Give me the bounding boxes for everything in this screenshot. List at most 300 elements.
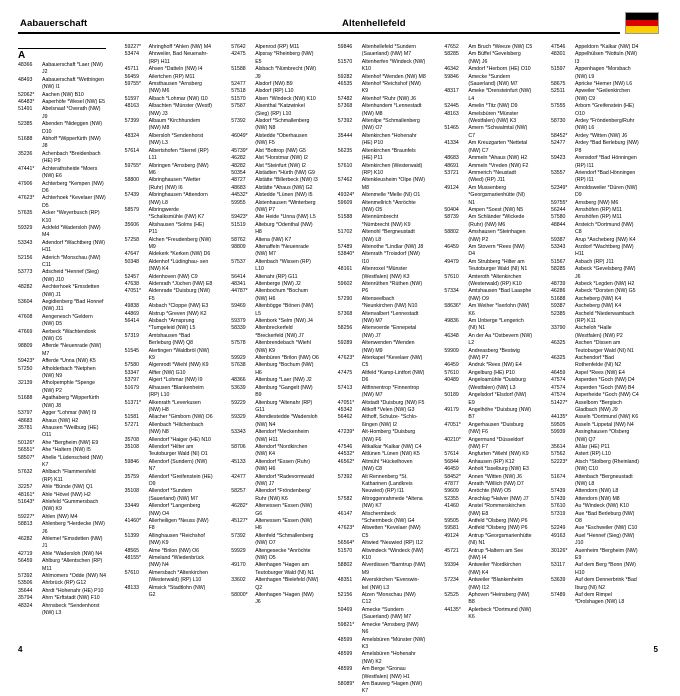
postal-code: 59505 — [551, 421, 566, 428]
index-entry — [444, 548, 532, 563]
index-entry — [444, 392, 532, 407]
index-entry — [125, 585, 213, 600]
place-name: Allerheiligen *Neuss (NW) F8 — [148, 518, 209, 532]
place-name: Neuwied) (RP) I11 — [361, 488, 405, 495]
postal-code: 57610 — [444, 369, 459, 376]
postal-code: 44532* — [337, 451, 355, 458]
place-name: Antfeld *Olsberg (NW) P6 — [468, 518, 528, 524]
place-name: Aaperhöfe *Wesel (NW) E5 — [42, 99, 106, 106]
index-column-2 — [125, 44, 213, 624]
index-entry — [231, 96, 319, 103]
index-entry — [444, 318, 532, 333]
postal-code: 58730 — [551, 118, 566, 125]
place-name: Alstädten *Hürth (NW) G9 — [255, 169, 315, 176]
place-name: Arnoldsweiler *Düren (NW) D9 — [575, 184, 638, 199]
place-name: Altwetten *Kevelaer (NW) C5 — [361, 525, 421, 539]
index-entry — [125, 259, 213, 274]
place-name: Alertingen *Waldbröl (NW) K9 — [148, 347, 210, 362]
index-entry — [338, 59, 426, 74]
postal-code: 49838 — [124, 303, 140, 310]
place-name: Astert (RP) L10 — [575, 451, 611, 458]
index-entry — [231, 281, 319, 288]
index-entry — [551, 185, 639, 200]
index-entry — [18, 343, 106, 358]
index-entry — [125, 555, 213, 570]
postal-code: 57610 — [124, 569, 140, 576]
index-entry — [18, 521, 106, 536]
place-name: Altenhof *Reichshof (NW) K9 — [361, 81, 421, 95]
postal-code: 46282* — [231, 503, 248, 510]
place-name: Am Mussenberg *Georgsmarienhütte (NI) — [468, 184, 525, 199]
postal-code: 58285 — [551, 266, 566, 273]
index-entry — [444, 259, 532, 274]
index-entry — [551, 488, 639, 495]
index-entry — [231, 548, 319, 563]
postal-code: 57258 — [124, 236, 140, 243]
postal-code: 59379 — [231, 318, 246, 325]
index-entry — [18, 395, 106, 410]
index-entry — [125, 51, 213, 66]
postal-code: 52249 — [551, 525, 566, 532]
index-entry — [444, 200, 532, 207]
index-entry — [551, 214, 639, 221]
place-name: Asseln *Lippetal (NW) N4 — [575, 421, 634, 428]
place-name: Ahe *Bergheim (NW) E9 — [42, 439, 99, 446]
index-column-4 — [337, 44, 426, 695]
postal-code: 51702 — [337, 229, 353, 236]
place-name: Ahle *Wadersloh (NW) N4 — [42, 550, 103, 557]
index-entry — [551, 88, 639, 103]
postal-code: 41460* — [124, 518, 142, 524]
index-entry — [338, 177, 426, 192]
index-entry — [338, 474, 426, 489]
postal-code: 49836 — [444, 318, 459, 325]
index-entry — [18, 121, 106, 136]
postal-code: 57614 — [124, 147, 140, 154]
place-name: Arsteich *Dortmund (NW) C8 — [575, 221, 634, 236]
postal-code: 48317 — [444, 88, 459, 95]
place-name: Appenhagen *Morsbach (NW) L9 — [575, 66, 631, 80]
index-entry — [231, 562, 319, 577]
place-name: Aßlar (HE) P11 — [575, 443, 610, 450]
place-name: Asbeck *Dorsten (NW) G5 — [575, 288, 636, 295]
index-entry — [338, 407, 426, 414]
index-entry — [125, 207, 213, 222]
index-entry — [551, 44, 639, 51]
index-entry — [18, 558, 106, 573]
place-name: Almeland *Wiedenbrück (NW) N4 — [148, 555, 204, 569]
index-entry — [18, 99, 106, 106]
postal-code: 48163 — [124, 103, 140, 110]
index-entry — [444, 229, 532, 244]
postal-code: 44869 — [124, 310, 140, 317]
place-name: Altmühl *Hückelhoven (NW) C8 — [361, 458, 413, 473]
index-column-1 — [18, 44, 106, 624]
postal-code: 33602 — [231, 577, 246, 584]
index-entry — [125, 318, 213, 333]
place-name: Angerhausen *Duisburg (NW) F6 — [468, 421, 524, 436]
index-entry — [444, 185, 532, 200]
place-name: Altenohl *Bergneustadt (NW) L8 — [361, 229, 415, 243]
postal-code: 56414 — [124, 318, 140, 325]
index-entry — [444, 103, 532, 110]
postal-code: 51674 — [551, 473, 566, 480]
place-name: Altenhagen *Hagen am Teutoburger Wald (NI) N1 — [255, 562, 315, 576]
postal-code: 52525 — [444, 592, 459, 599]
index-entry — [551, 533, 639, 548]
postal-code: 51570 — [337, 547, 353, 554]
postal-code: 48683 — [444, 155, 459, 162]
postal-code: 44532* — [231, 192, 248, 199]
index-entry — [125, 437, 213, 444]
index-entry — [551, 370, 639, 377]
postal-code: 48739 — [551, 281, 566, 287]
place-name: Antrup *Georgsmarienhütte (NI) N1 — [468, 532, 532, 547]
postal-code: 51371* — [124, 399, 142, 406]
index-entry — [444, 525, 532, 532]
index-entry — [125, 74, 213, 81]
postal-code: 57610 — [444, 273, 459, 280]
index-entry — [125, 237, 213, 252]
place-name: Aachen (NW) B10 — [42, 91, 84, 98]
postal-code: 48282 — [231, 162, 246, 169]
place-name: Amtshausen *Bad Berleburg (NW) Q8 — [148, 332, 193, 347]
index-entry — [338, 244, 426, 251]
index-entry — [18, 136, 106, 151]
right-page-number: 5 — [653, 645, 658, 654]
postal-code: 59929 — [231, 355, 246, 362]
postal-code: 57582 — [337, 495, 353, 502]
place-name: Alterkapel *Kevelaer (NW) C5 — [361, 355, 423, 369]
postal-code: 46282 — [231, 155, 246, 162]
place-name: Appeldorn *Kalkar (NW) D4 — [575, 44, 639, 50]
postal-code: 58675 — [551, 81, 566, 88]
place-name: Ahaus (NW) H2 — [42, 417, 79, 424]
index-entry — [231, 244, 319, 259]
postal-code: 57399 — [124, 118, 140, 125]
index-entry — [338, 511, 426, 526]
place-name: Aechterhoek *Emsdetten (NW) J1 — [42, 284, 100, 298]
postal-code: 52477 — [231, 81, 246, 88]
postal-code: 58636* — [444, 303, 461, 310]
index-column-6 — [551, 44, 639, 624]
index-entry — [231, 318, 319, 325]
place-name: Antweiler *Blankenheim (NW) I12 — [468, 577, 524, 591]
place-name: Aldenrath *Jüchen (NW) E8 — [148, 281, 213, 287]
postal-code: 46459 — [444, 243, 459, 250]
index-entry — [18, 410, 106, 417]
postal-code: 58813 — [18, 521, 33, 528]
place-name: Anholt *Isselburg (NW) E3 — [468, 466, 529, 473]
index-entry — [338, 592, 426, 607]
index-entry — [231, 214, 319, 221]
postal-code: 57413 — [337, 384, 353, 391]
index-entry — [231, 385, 319, 400]
postal-code: 47239* — [337, 429, 355, 436]
index-entry — [444, 503, 532, 518]
place-name: Ammerich *Neustadt (Wied) (RP) J11 — [468, 169, 516, 184]
index-entry — [444, 140, 532, 155]
postal-code: 59229 — [231, 399, 246, 406]
index-entry — [231, 474, 319, 489]
place-name: Altenahr (RP) G11 — [255, 273, 298, 280]
place-name: Allinghausen *Reichshof (NW) K9 — [148, 532, 205, 547]
postal-code: 51688 — [18, 136, 33, 143]
postal-code: 49479 — [444, 258, 459, 265]
index-entry — [231, 237, 319, 244]
place-name: Achterhoek *Kevelaer (NW) D5 — [42, 195, 106, 209]
index-entry — [444, 111, 532, 126]
index-entry — [231, 81, 319, 88]
place-name: Altendorf *Nordkirchen (NW) K4 — [255, 443, 308, 458]
index-entry — [18, 181, 106, 196]
postal-code: 51588 — [231, 66, 246, 73]
postal-code: 56564* — [337, 540, 355, 547]
postal-code: 48341 — [231, 281, 246, 287]
postal-code: 47623* — [337, 525, 355, 532]
postal-code: 46459 — [444, 362, 459, 369]
index-entry — [444, 244, 532, 259]
index-entry — [444, 207, 532, 214]
index-entry — [444, 481, 532, 488]
place-name: Ariendorf *Bad Hönningen (RP) I11 — [575, 169, 636, 184]
place-name: Alte Heide *Unna (NW) L5 — [255, 214, 316, 221]
postal-code: 52355 — [444, 495, 459, 502]
place-name: Andreasberg *Bestwig (NW) P7 — [468, 347, 520, 362]
postal-code: 35794 — [18, 595, 33, 602]
postal-code: 48282 — [18, 284, 33, 291]
index-entry — [444, 163, 532, 170]
postal-code: 47475 — [337, 369, 353, 376]
postal-code: 58579 — [124, 206, 140, 213]
postal-code: 53639 — [551, 577, 566, 584]
place-name: Altenbork *Selm (NW) J4 — [255, 318, 313, 325]
postal-code: 57392 — [337, 118, 353, 125]
place-name: Ahelle *Lüdenscheid (NW) K7 — [42, 454, 103, 468]
place-name: Alzen *Monschau (NW) C12 — [361, 592, 416, 606]
index-entry — [125, 503, 213, 518]
index-entry — [551, 496, 639, 503]
postal-code: 51679 — [124, 384, 140, 391]
postal-code: 35781 — [18, 424, 33, 431]
index-entry — [125, 251, 213, 258]
place-name: Alstedde *Lünen (NW) I5 — [255, 192, 313, 199]
place-name: Alsbach *Cloppe (NW) E3 — [148, 303, 209, 310]
postal-code: 42719 — [18, 550, 33, 557]
index-entry — [338, 385, 426, 400]
index-entry — [125, 96, 213, 103]
place-name: Ahlmomers *Odde (NW) N4 — [42, 573, 106, 580]
place-name: Amsthausen *Arnsberg (NW) M6 — [148, 81, 202, 95]
place-name: Altenbreckerfeld *Breckerfeld (NW) J7 — [255, 325, 304, 339]
postal-code: 51570 — [231, 95, 246, 102]
place-name: Achterberg *Kempen (NW) D6 — [42, 180, 104, 194]
postal-code: 59929 — [231, 547, 246, 554]
place-name: Angelsdorf *Elsdorf (NW) E9 — [468, 392, 527, 406]
index-entry — [18, 573, 106, 580]
postal-code: 59909 — [444, 347, 459, 354]
place-name: Altkalkar *Kalkar (NW) C4 — [361, 443, 422, 450]
postal-code: 53797 — [124, 377, 140, 384]
index-entry — [231, 148, 319, 155]
place-name: Altshausen *Solms (HE) P11 — [148, 221, 205, 236]
postal-code: 57489 — [337, 243, 353, 250]
place-name: Altstadt *Duisburg (NW) F5 — [361, 399, 425, 406]
postal-code: 33790 — [551, 325, 566, 332]
index-entry — [125, 311, 213, 318]
place-name: Alsen *Windeck (NW) K10 — [255, 95, 316, 102]
place-name: Auf dem Berg *Bonn (NW) H10 — [575, 562, 636, 576]
index-entry — [444, 274, 532, 289]
index-entry — [551, 303, 639, 310]
place-name: Alkenrath *Leverkusen (NW) H8 — [148, 399, 201, 413]
index-entry — [551, 392, 639, 399]
place-name: Alst *Bottrop (NW) G5 — [255, 147, 306, 154]
place-name: Angfurten *Wiehl (NW) K9 — [468, 451, 529, 458]
index-entry — [338, 444, 426, 451]
postal-code: 59423* — [18, 358, 35, 365]
place-name: Altenhof *Wenden (NW) M8 — [361, 73, 426, 80]
index-entry — [444, 288, 532, 303]
index-entry — [125, 459, 213, 474]
place-name: Allacher *Gimborn (NW) O6 — [148, 414, 213, 421]
index-entry — [18, 255, 106, 270]
index-entry — [444, 170, 532, 185]
postal-code: 49179 — [444, 406, 459, 413]
postal-code: 57392 — [18, 573, 33, 580]
place-name: Acker *Weyerbusch (RP) K10 — [42, 210, 100, 224]
postal-code: 57537 — [231, 258, 246, 265]
place-name: Asperden *Goch (NW) B4 — [575, 384, 635, 391]
place-name: Altenhagen *Hagen (NW) J6 — [255, 592, 314, 606]
index-entry — [444, 74, 532, 89]
place-name: Alpenrod (RP) M11 — [255, 44, 300, 50]
place-name: Angelburg (HE) P10 — [468, 369, 515, 376]
place-name: Alstätte *Billerbeck (NW) I3 — [255, 177, 318, 184]
place-name: Altenvalbert *Lennestadt (NW) M7 — [361, 310, 419, 325]
place-name: Altenbochum *Bochum (NW) H6 — [255, 288, 308, 302]
place-name: Ahsen *Datteln (NW) I4 — [148, 66, 203, 73]
index-entry — [551, 444, 639, 451]
index-entry — [444, 562, 532, 577]
index-entry — [125, 570, 213, 585]
index-entry — [551, 66, 639, 81]
place-name: Altenkirchen (Westerwald) (RP) K10 — [361, 162, 423, 176]
postal-code: 46147 — [337, 510, 353, 517]
place-name: Alsdorf *Schmallenberg (NW) N8 — [255, 118, 310, 132]
place-name: Anhausen (RP) K12 — [468, 458, 515, 465]
postal-code: 46325 — [551, 355, 566, 362]
postal-code: 49163 — [551, 532, 566, 539]
postal-code: 35236 — [18, 150, 33, 157]
index-entry — [231, 44, 319, 51]
place-name: Allendorf *Haiger (HE) N10 — [148, 436, 211, 443]
place-name: Aldekerk *Kerken (NW) D6 — [148, 251, 211, 258]
place-name: Achterathsheide *Moers (NW) E6 — [42, 165, 98, 180]
place-name: Alsenthal *Katzwinkel (Sieg) (RP) L10 — [255, 103, 305, 117]
postal-code: 50404 — [444, 206, 459, 213]
postal-code: 51545 — [124, 347, 140, 354]
place-name: Apweiler *Geilenkirchen (NW) C9 — [575, 88, 631, 102]
index-entry — [125, 422, 213, 437]
index-entry — [18, 440, 106, 447]
postal-code: 57368 — [337, 103, 353, 110]
postal-code: 56459 — [124, 73, 140, 80]
index-entry — [231, 177, 319, 184]
place-name: Alverskirchen *Everswin- kel (NW) L3 — [361, 577, 420, 591]
postal-code: 47546 — [551, 44, 566, 50]
postal-code: 57439 — [551, 488, 566, 495]
postal-code: 51581 — [124, 414, 140, 421]
index-entry — [551, 459, 639, 474]
postal-code: 57250 — [18, 365, 33, 372]
index-entry — [551, 592, 639, 607]
postal-code: 48161 — [337, 266, 353, 273]
place-name: Arzdorf *Wachtberg (NW) H11 — [575, 243, 634, 258]
index-entry — [338, 525, 426, 540]
index-entry — [18, 284, 106, 299]
index-entry — [338, 44, 426, 59]
place-name: Altenkleusheim *Olpe (NW) M8 — [361, 177, 425, 191]
place-name: Altena (NW) K7 — [255, 236, 292, 243]
place-name: Algenrodt *Wiehl (NW) K9 — [148, 362, 209, 369]
place-name: Aabauerschaft *Wettringen (NW) I1 — [42, 76, 104, 91]
place-name: Albersloh *Sendenhorst (NW) L3 — [148, 132, 204, 147]
index-entry — [125, 281, 213, 288]
postal-code: 35606 — [124, 221, 140, 228]
index-entry — [231, 200, 319, 215]
postal-code: 59423 — [551, 155, 566, 162]
index-column-3 — [231, 44, 319, 624]
index-entry — [338, 355, 426, 370]
place-name: Alsdorf (NW) B9 — [255, 81, 293, 88]
postal-code: 48351 — [337, 577, 353, 584]
place-name: Arnshöfen (RP) M11 — [575, 206, 622, 213]
postal-code: 50354 — [231, 169, 246, 176]
postal-code: 42475 — [231, 51, 246, 58]
index-entry — [338, 496, 426, 511]
place-name: Amelin *Titz (NW) D9 — [468, 103, 518, 110]
index-entry — [18, 536, 106, 551]
place-name: Achenbach *Breidenbach (HE) P9 — [42, 150, 101, 165]
index-entry — [551, 288, 639, 295]
index-entry — [551, 577, 639, 592]
place-name: Altenbüren *Brilon (NW) O6 — [255, 355, 319, 362]
index-entry — [338, 459, 426, 474]
place-name: Annen *Witten (NW) J6 — [468, 473, 523, 480]
index-entry — [551, 511, 639, 526]
postal-code: 56844 — [444, 458, 459, 465]
index-entry — [444, 459, 532, 466]
index-entry — [231, 185, 319, 192]
index-entry — [231, 429, 319, 444]
index-entry — [551, 296, 639, 303]
letter-heading: A — [18, 48, 106, 62]
place-name: Angeloamühle *Duisburg (Westfalen) (NW) L3 — [468, 377, 526, 391]
postal-code: 58706 — [231, 443, 246, 450]
postal-code: 52062* — [18, 91, 35, 98]
postal-code: 53343 — [231, 429, 246, 436]
postal-code: 52223* — [551, 458, 568, 465]
postal-code: 59469 — [337, 606, 353, 613]
index-entry — [444, 214, 532, 229]
place-name: Arnshöfen (RP) M11 — [575, 214, 622, 221]
postal-code: 48691 — [444, 162, 459, 169]
index-entry — [444, 348, 532, 363]
postal-code: 50348 — [124, 258, 140, 265]
place-name: Alsbach *Arnsprung *Tumgeleid (NW) L5 — [148, 318, 196, 332]
postal-code: 48565 — [124, 547, 140, 554]
